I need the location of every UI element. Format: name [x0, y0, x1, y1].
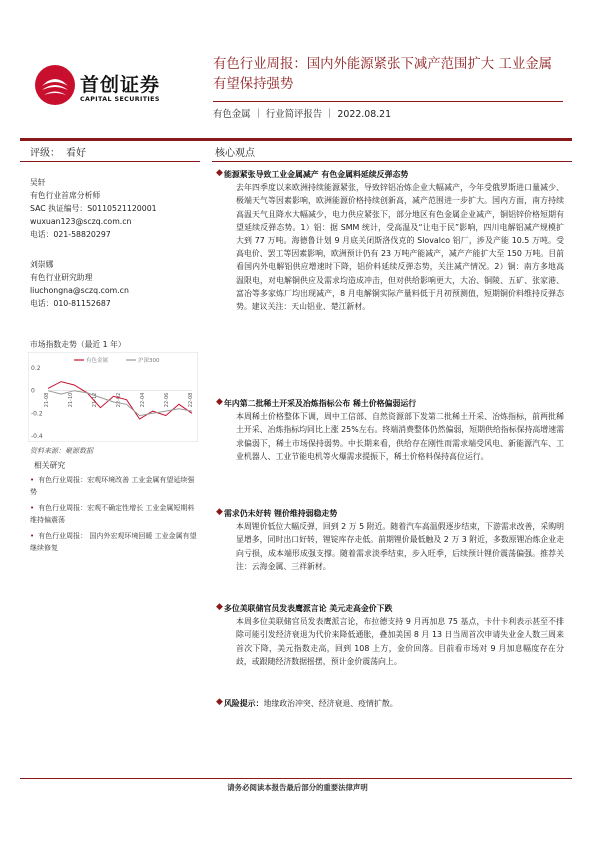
legend-series2: 沪深300 — [138, 358, 160, 364]
x-tick-label: 22-08 — [188, 392, 194, 408]
section-body: 本周多位美联储官员发表鹰派言论，布拉德支持 9 月再加息 75 基点，卡什卡利表示甚至不排除可能引发经济衰退为代价来降低通胀，叠加美国 8 月 13 日当周首次申请失业金人数三周来首次下降，美元指数走高，回到 108 上方，金价回落。目前看市场对 9 月加息幅度存在分歧，或跟随经济数据摇摆，预计金价震荡向上。 — [236, 617, 564, 666]
bullet-icon: ◆ — [216, 168, 223, 178]
brand-name-en: CAPITAL SECURITIES — [80, 96, 160, 103]
footer-rule — [20, 778, 572, 779]
left-rule — [20, 161, 200, 162]
chart-source: 资料来源：聚源数据 — [30, 447, 93, 455]
analyst-role: 有色行业首席分析师 — [30, 191, 101, 200]
analyst-role: 有色行业研究助理 — [30, 273, 93, 282]
section-5 — [224, 697, 564, 710]
y-tick-label: -0.2 — [31, 410, 43, 418]
bullet-icon: ◆ — [216, 697, 223, 707]
bullet-icon: ◆ — [216, 397, 223, 407]
section-heading: 风险提示： — [224, 699, 264, 708]
section-heading: 多位美联储官员发表鹰派言论 美元走高金价下跌 — [224, 604, 393, 613]
analyst-email: wuxuan123@sczq.com.cn — [30, 217, 132, 226]
analyst-1 — [30, 176, 157, 241]
report-title: 有色行业周报：国内外能源紧张下减产范围扩大 工业金属有望保持强势 — [213, 57, 553, 92]
analyst-name: 刘崇娜 — [30, 260, 54, 269]
analyst-2 — [30, 258, 129, 310]
core-title: 核心观点 — [215, 148, 255, 159]
related-item-text: 有色行业周报：宏观不确定性增长 工业金属短期料维持偏震荡 — [30, 504, 195, 524]
header-divider — [213, 101, 563, 102]
rating-value: 看好 — [66, 148, 86, 159]
rating — [30, 144, 86, 159]
section-heading: 需求仍未好转 锂价维持弱稳走势 — [224, 509, 338, 518]
analyst-email: liuchongna@sczq.com.cn — [30, 286, 129, 295]
brand-name-cn: 首创证券 — [80, 74, 161, 96]
section-3 — [224, 507, 564, 573]
section-heading: 能源紧张导致工业金属减产 有色金属料延续反弹态势 — [224, 170, 409, 179]
top-rule — [20, 138, 572, 141]
x-tick-label: 21-08 — [44, 392, 50, 408]
section-body: 本周锂价低位大幅反弹，回到 2 万 5 附近。随着汽车高温假逐步结束，下游需求改善，采购明显增多，同时出口好转，锂锭库存走低。前期锂价最低触及 2 万 3 附近，多数原锂冶炼企业走向亏损，成本端形成强支撑。随着需求淡季结束，步入旺季，后续预计锂价震荡偏强。推荐关注：云海金属、三祥新材。 — [236, 522, 564, 571]
analyst-name: 吴轩 — [30, 178, 46, 187]
chart-title: 市场指数走势（最近 1 年） — [30, 340, 126, 349]
rating-label: 评级： — [30, 148, 60, 159]
brand-logo-mark — [34, 64, 76, 110]
x-tick-label: 22-02 — [116, 392, 122, 408]
related-item: • 有色行业周报：宏观不确定性增长 工业金属短期料维持偏震荡 — [30, 504, 195, 524]
y-tick-label: 0.2 — [31, 365, 41, 372]
legend-series1: 有色金属 — [86, 358, 109, 364]
x-tick-label: 22-06 — [164, 392, 170, 408]
section-body: 地缘政治冲突、经济衰退、疫情扩散。 — [263, 699, 398, 708]
x-tick-label: 21-12 — [92, 392, 98, 408]
related-item-text: 有色行业周报： 国内外宏观环境回暖 工业金属有望继续修复 — [30, 532, 197, 552]
analyst-phone: 电话：021-58820297 — [30, 230, 111, 239]
market-index-chart — [28, 352, 198, 442]
section-2 — [224, 397, 564, 463]
right-rule — [212, 161, 572, 162]
analyst-phone: 电话：010-81152687 — [30, 299, 111, 308]
bullet-icon: ◆ — [216, 507, 223, 517]
section-heading: 年内第二批稀土开采及冶炼指标公布 稀土价格偏弱运行 — [224, 399, 417, 408]
report-subtitle: 有色金属 ｜ 行业简评报告 ｜ 2022.08.21 — [213, 109, 392, 120]
y-tick-label: 0 — [31, 387, 35, 395]
section-1 — [224, 168, 564, 313]
analyst-cert: SAC 执证编号：S0110521120001 — [30, 204, 157, 213]
related-title: 相关研究 — [34, 461, 66, 470]
related-item: • 有色行业周报：宏观环境改善 工业金属有望延续强势 — [30, 476, 195, 496]
section-4 — [224, 602, 564, 668]
bullet-icon: ◆ — [216, 602, 223, 612]
x-tick-label: 22-04 — [140, 392, 146, 408]
footer-disclaimer: 请务必阅读本报告最后部分的重要法律声明 — [227, 783, 368, 792]
section-body: 本周稀土价格整体下调，周中工信部、自然资源部下发第二批稀土开采、冶炼指标，前两批稀土开采、冶炼指标均同比上涨 25%左右。终端消费整体仍然偏弱，短期供给指标保持高增速需求偏弱下，稀土市场保持弱势。中长期来看，供给存在刚性而需求端受风电、新能源汽车、工业机器人、工业节能电机等火爆需求提振下，稀土价格料保持高位运行。 — [236, 412, 564, 461]
x-tick-label: 21-10 — [68, 392, 74, 408]
related-item: • 有色行业周报： 国内外宏观环境回暖 工业金属有望继续修复 — [30, 532, 197, 552]
section-body: 去年四季度以来欧洲持续能源紧张，导致锌铝冶炼企业大幅减产，今年受俄罗斯进口量减少、极端天气等因素影响，欧洲能源价格持续创新高，减产范围进一步扩大。国内方面，南方持续高温天气且降水大幅减少，电力供应紧张下，部分地区有色金属企业减产，铜铝锌价格短期有望延续反弹态势。1）铝：据 SMM 统计，受高温及“让电于民”影响，四川电解铝减产规模扩大到 77 万吨。海德鲁计划 9 月底关闭斯洛伐克的 Slovalco 铝厂，涉及产能 10.5 万吨。受高电价、罢工等因素影响，欧洲预计仍有 23 万吨产能减产，减产产能扩大至 150 万吨。目前看国内外电解铝供应增速时下降，铝价料延续反弹态势，关注减产情况。2）铜：南方多地高温限电，对电解铜供应及需求均造成冲击，但对供给影响更大，大冶、铜陵、五矿、张家港、富冶等多家炼厂均出现减产，8 月电解铜实际产量料低于月初预测值，短期铜价料维持反弹态势。建议关注：天山铝业、楚江新材。 — [236, 183, 564, 312]
related-item-text: 有色行业周报：宏观环境改善 工业金属有望延续强势 — [30, 476, 195, 496]
y-tick-label: -0.4 — [31, 433, 43, 440]
